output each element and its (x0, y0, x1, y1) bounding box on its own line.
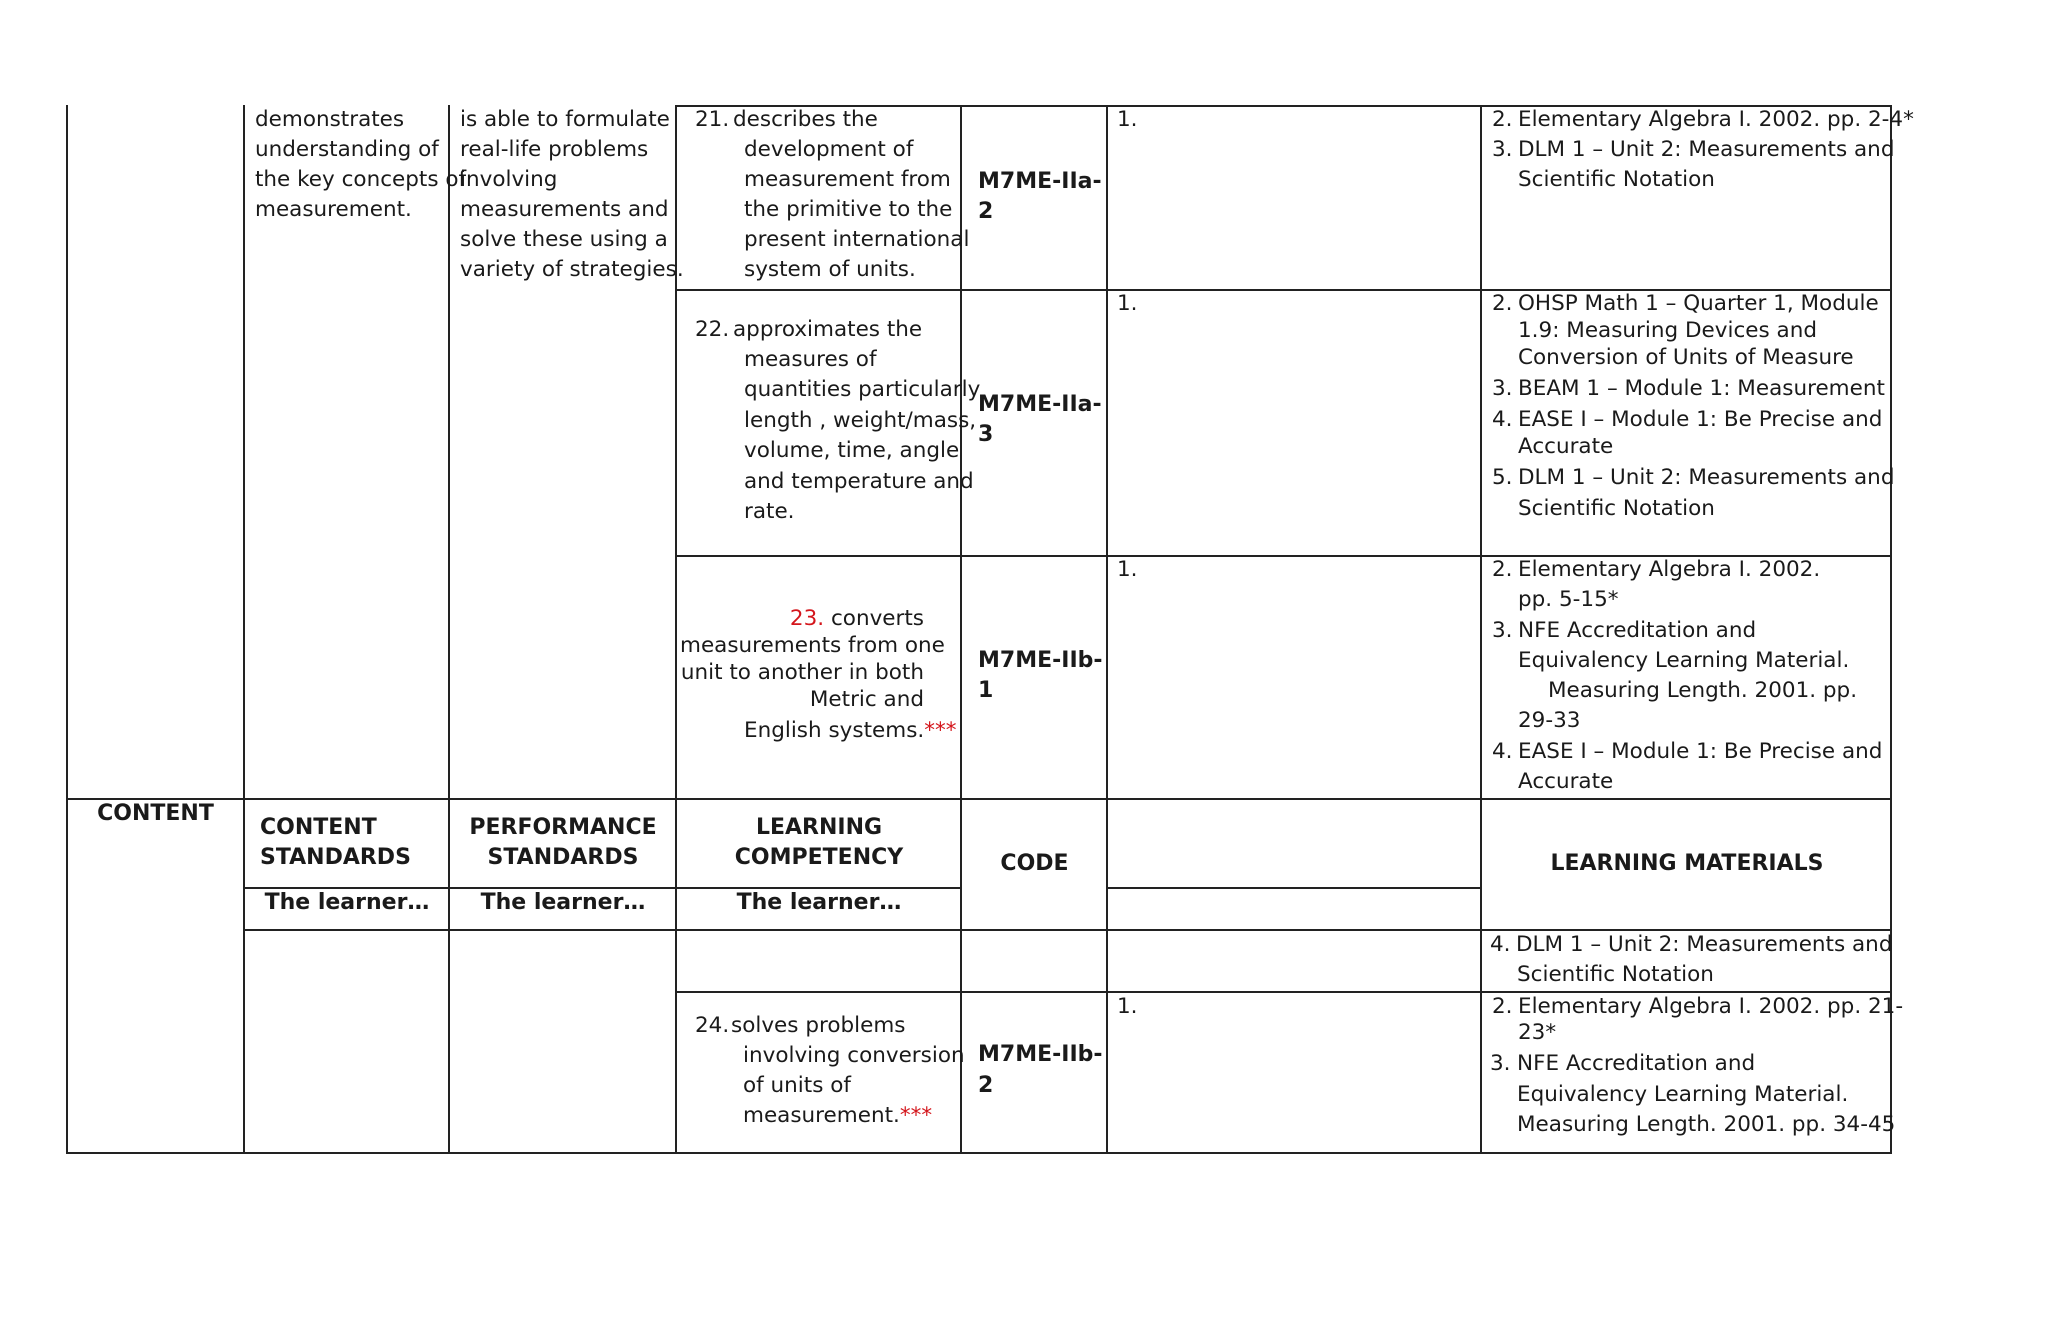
material-line: 23* (1518, 1020, 1557, 1045)
material-line: Accurate (1518, 769, 1614, 794)
material-line: DLM 1 – Unit 2: Measurements and (1516, 932, 1893, 957)
material-number: 4. (1492, 739, 1513, 764)
material-number: 5. (1492, 465, 1513, 490)
competency-first-word: converts (830, 606, 924, 631)
grid-line (66, 1152, 1892, 1154)
mark-number: 1. (1117, 557, 1138, 582)
material-line: EASE I – Module 1: Be Precise and (1518, 407, 1883, 432)
competency-line: solves problems (731, 1013, 906, 1038)
header-content: CONTENT (97, 801, 214, 826)
competency-number: 24. (695, 1013, 730, 1038)
competency-line (744, 716, 956, 747)
competency-line: measures of (744, 347, 877, 372)
header-learning-competency: COMPETENCY (734, 845, 904, 870)
competency-line: volume, time, angle (744, 438, 960, 463)
header-learning-materials: LEARNING MATERIALS (1550, 851, 1824, 876)
header-learner: The learner… (480, 890, 646, 915)
material-line: 29-33 (1518, 708, 1581, 733)
material-number: 2. (1492, 557, 1513, 582)
performance-standard-line: real-life problems (460, 137, 649, 162)
grid-line (960, 105, 962, 1154)
competency-line: the primitive to the (744, 197, 953, 222)
material-number: 3. (1490, 1051, 1511, 1076)
material-line: Elementary Algebra I. 2002. (1518, 557, 1821, 582)
grid-line (448, 105, 450, 1154)
material-line: Accurate (1518, 434, 1614, 459)
competency-line (680, 604, 924, 635)
header-learner: The learner… (264, 890, 430, 915)
competency-line: quantities particularly (744, 377, 981, 402)
competency-number: 22. (695, 317, 730, 342)
performance-standard-line: measurements and (460, 197, 669, 222)
code-label: M7ME-IIa- (978, 169, 1102, 194)
material-line: Scientific Notation (1518, 496, 1715, 521)
code-label: 1 (978, 678, 994, 703)
grid-line (1106, 105, 1108, 1154)
material-line: Scientific Notation (1517, 962, 1714, 987)
header-content-standards: CONTENT (260, 815, 377, 840)
code-label: M7ME-IIb- (978, 1042, 1103, 1067)
material-line: BEAM 1 – Module 1: Measurement (1518, 376, 1885, 401)
material-line: 1.9: Measuring Devices and (1518, 318, 1817, 343)
code-label: M7ME-IIb- (978, 648, 1103, 673)
competency-line: present international (744, 227, 970, 252)
mark-number: 1. (1117, 107, 1138, 132)
competency-number: 23. (789, 606, 825, 631)
material-number: 4. (1490, 932, 1511, 957)
content-standard-line: the key concepts of (255, 167, 467, 192)
competency-line (743, 1101, 932, 1132)
asterisk-marker: *** (924, 718, 957, 743)
competency-number: 21. (695, 107, 730, 132)
material-line: Scientific Notation (1518, 167, 1715, 192)
competency-line: measurements from one (680, 633, 945, 658)
material-line: Elementary Algebra I. 2002. pp. 21- (1518, 994, 1904, 1019)
content-standard-line: understanding of (255, 137, 439, 162)
mark-number: 1. (1117, 291, 1138, 316)
header-performance-standards: STANDARDS (487, 845, 639, 870)
material-number: 4. (1492, 407, 1513, 432)
code-label: 3 (978, 422, 994, 447)
grid-line (1106, 887, 1480, 889)
content-standard-line: measurement. (255, 197, 412, 222)
material-number: 3. (1492, 137, 1513, 162)
material-line: DLM 1 – Unit 2: Measurements and (1518, 137, 1895, 162)
material-line: Conversion of Units of Measure (1518, 345, 1854, 370)
material-number: 2. (1492, 291, 1513, 316)
competency-line: and temperature and (744, 469, 974, 494)
material-number: 2. (1492, 107, 1513, 132)
material-number: 2. (1492, 994, 1513, 1019)
content-standard-line: demonstrates (255, 107, 405, 132)
performance-standard-line: solve these using a (460, 227, 668, 252)
code-label: 2 (978, 199, 994, 224)
material-line: EASE I – Module 1: Be Precise and (1518, 739, 1883, 764)
material-number: 3. (1492, 618, 1513, 643)
competency-line: length , weight/mass, (744, 408, 977, 433)
mark-number: 1. (1117, 994, 1138, 1019)
performance-standard-line: involving (460, 167, 558, 192)
code-label: 2 (978, 1073, 994, 1098)
competency-line: unit to another in both (680, 660, 924, 685)
asterisk-marker: *** (899, 1103, 933, 1128)
material-line: Measuring Length. 2001. pp. 34-45 (1517, 1112, 1896, 1137)
material-line: pp. 5-15* (1518, 587, 1619, 612)
competency-line: of units of (743, 1073, 851, 1098)
material-line: Elementary Algebra I. 2002. pp. 2-4* (1518, 107, 1914, 132)
grid-line (66, 798, 1892, 800)
material-line: OHSP Math 1 – Quarter 1, Module (1518, 291, 1879, 316)
competency-line: development of (744, 137, 914, 162)
competency-text: English systems. (744, 718, 925, 743)
material-line: Equivalency Learning Material. (1518, 648, 1850, 673)
material-line: NFE Accreditation and (1517, 1051, 1756, 1076)
material-line: Equivalency Learning Material. (1517, 1082, 1849, 1107)
material-line: DLM 1 – Unit 2: Measurements and (1518, 465, 1895, 490)
header-performance-standards: PERFORMANCE (469, 815, 657, 840)
performance-standard-line: is able to formulate (460, 107, 670, 132)
competency-line: measurement from (744, 167, 951, 192)
header-learning-competency: LEARNING (755, 815, 883, 840)
grid-line (243, 105, 245, 1154)
header-content-standards: STANDARDS (260, 845, 411, 870)
grid-line (66, 105, 68, 1154)
performance-standard-line: variety of strategies. (460, 257, 684, 282)
material-line: NFE Accreditation and (1518, 618, 1757, 643)
header-code: CODE (1000, 851, 1069, 876)
competency-line: Metric and (809, 687, 924, 712)
competency-line: system of units. (744, 257, 916, 282)
header-learner: The learner… (736, 890, 902, 915)
material-number: 3. (1492, 376, 1513, 401)
material-line: Measuring Length. 2001. pp. (1548, 678, 1858, 703)
competency-line: approximates the (733, 317, 923, 342)
competency-line: involving conversion (743, 1043, 965, 1068)
grid-line (1480, 105, 1482, 1154)
code-label: M7ME-IIa- (978, 392, 1102, 417)
competency-text: measurement. (743, 1103, 900, 1128)
competency-line: rate. (744, 499, 795, 524)
competency-line: describes the (733, 107, 878, 132)
